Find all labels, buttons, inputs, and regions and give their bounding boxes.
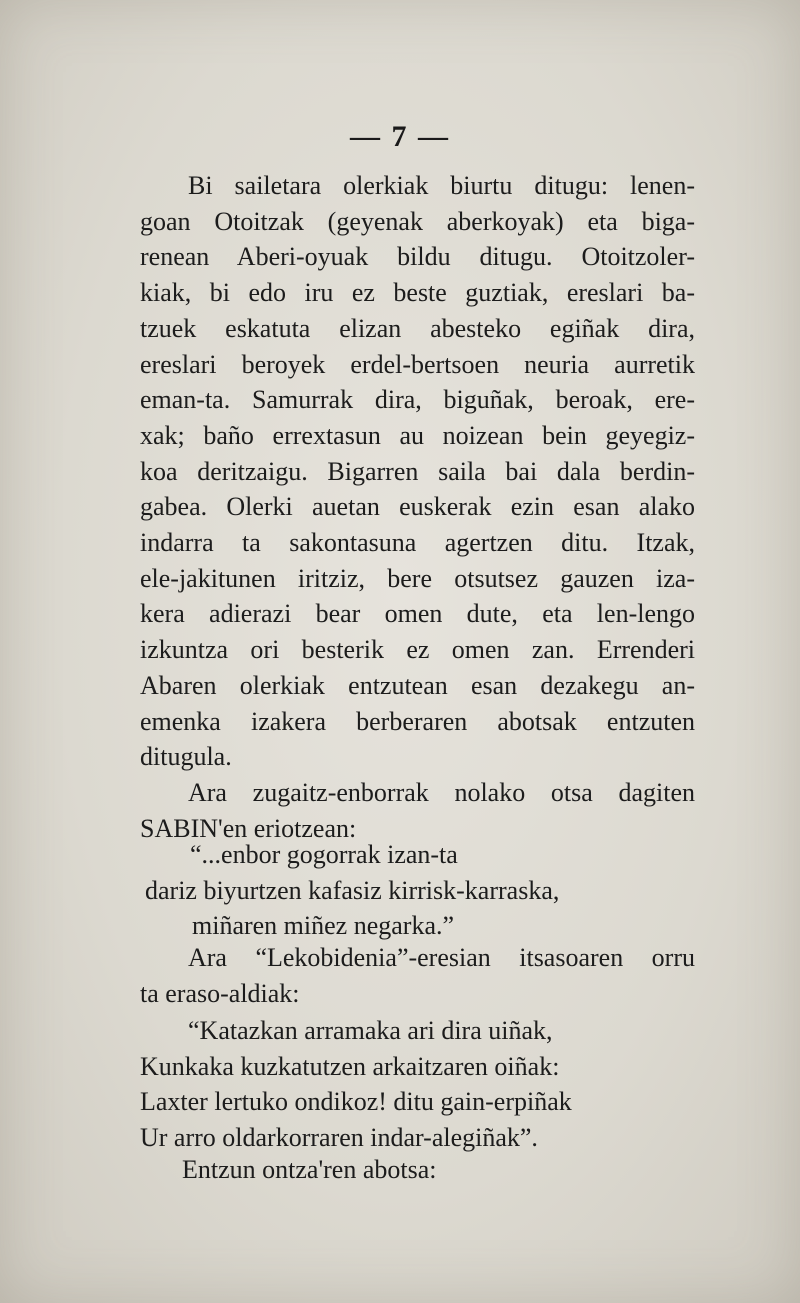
text-line: ditugula. xyxy=(140,742,232,772)
text-line: ta eraso-aldiak: xyxy=(140,978,300,1008)
paragraph-ontza xyxy=(140,1152,695,1188)
text-line: tzuek eskatuta elizan abesteko egiñak dira, xyxy=(140,313,695,343)
verse-line: “...enbor gogorrak izan-ta xyxy=(190,840,458,869)
text-line: goan Otoitzak (geyenak aberkoyak) eta biga- xyxy=(140,206,695,236)
text-line: Bi sailetara olerkiak biurtu ditugu: lenen- xyxy=(188,171,695,200)
text-line: Abaren olerkiak entzutean esan dezakegu an- xyxy=(140,670,695,700)
text-line: izkuntza ori besterik ez omen zan. Errenderi xyxy=(140,635,695,665)
text-line: eman-ta. Samurrak dira, biguñak, beroak, ere- xyxy=(140,385,695,415)
text-line: gabea. Olerki auetan euskerak ezin esan alako xyxy=(140,492,695,522)
text-line: Ara “Lekobidenia”-eresian itsasoaren orru xyxy=(188,943,695,972)
page-number: — 7 — xyxy=(350,120,450,153)
verse-line: Kunkaka kuzkatutzen arkaitzaren oiñak: xyxy=(140,1051,560,1081)
text-line: Entzun ontza'ren abotsa: xyxy=(182,1155,437,1184)
text-line: Ara zugaitz-enborrak nolako otsa dagiten xyxy=(188,777,695,807)
text-line: ereslari beroyek erdel-bertsoen neuria aurretik xyxy=(140,349,695,379)
paragraph-intro xyxy=(140,168,695,846)
verse-line: dariz biyurtzen kafasiz kirrisk-karraska, xyxy=(145,875,560,905)
text-line: koa deritzaigu. Bigarren saila bai dala berdin- xyxy=(140,456,695,486)
text-line: ele-jakitunen iritziz, bere otsutsez gauzen iza- xyxy=(140,563,695,593)
text-line: SABIN'en eriotzean: xyxy=(140,813,357,843)
text-line: emenka izakera berberaren abotsak entzuten xyxy=(140,706,695,736)
verse-line: Laxter lertuko ondikoz! ditu gain-erpiñak xyxy=(140,1087,572,1117)
text-line: xak; baño errextasun au noizean bein geyegiz- xyxy=(140,420,695,450)
text-line: indarra ta sakontasuna agertzen ditu. Itzak, xyxy=(140,528,695,558)
verse-katazkan xyxy=(140,1013,700,1156)
text-line: kiak, bi edo iru ez beste guztiak, ereslari ba- xyxy=(140,278,695,308)
verse-line: “Katazkan arramaka ari dira uiñak, xyxy=(188,1016,553,1045)
verse-line: Ur arro oldarkorraren indar-alegiñak”. xyxy=(140,1123,538,1153)
text-line: renean Aberi-oyuak bildu ditugu. Otoitzoler- xyxy=(140,242,695,272)
verse-line: miñaren miñez negarka.” xyxy=(192,911,455,941)
text-line: kera adierazi bear omen dute, eta len-lengo xyxy=(140,599,695,629)
verse-enbor xyxy=(140,837,700,944)
paragraph-lekobidenia xyxy=(140,940,695,1011)
